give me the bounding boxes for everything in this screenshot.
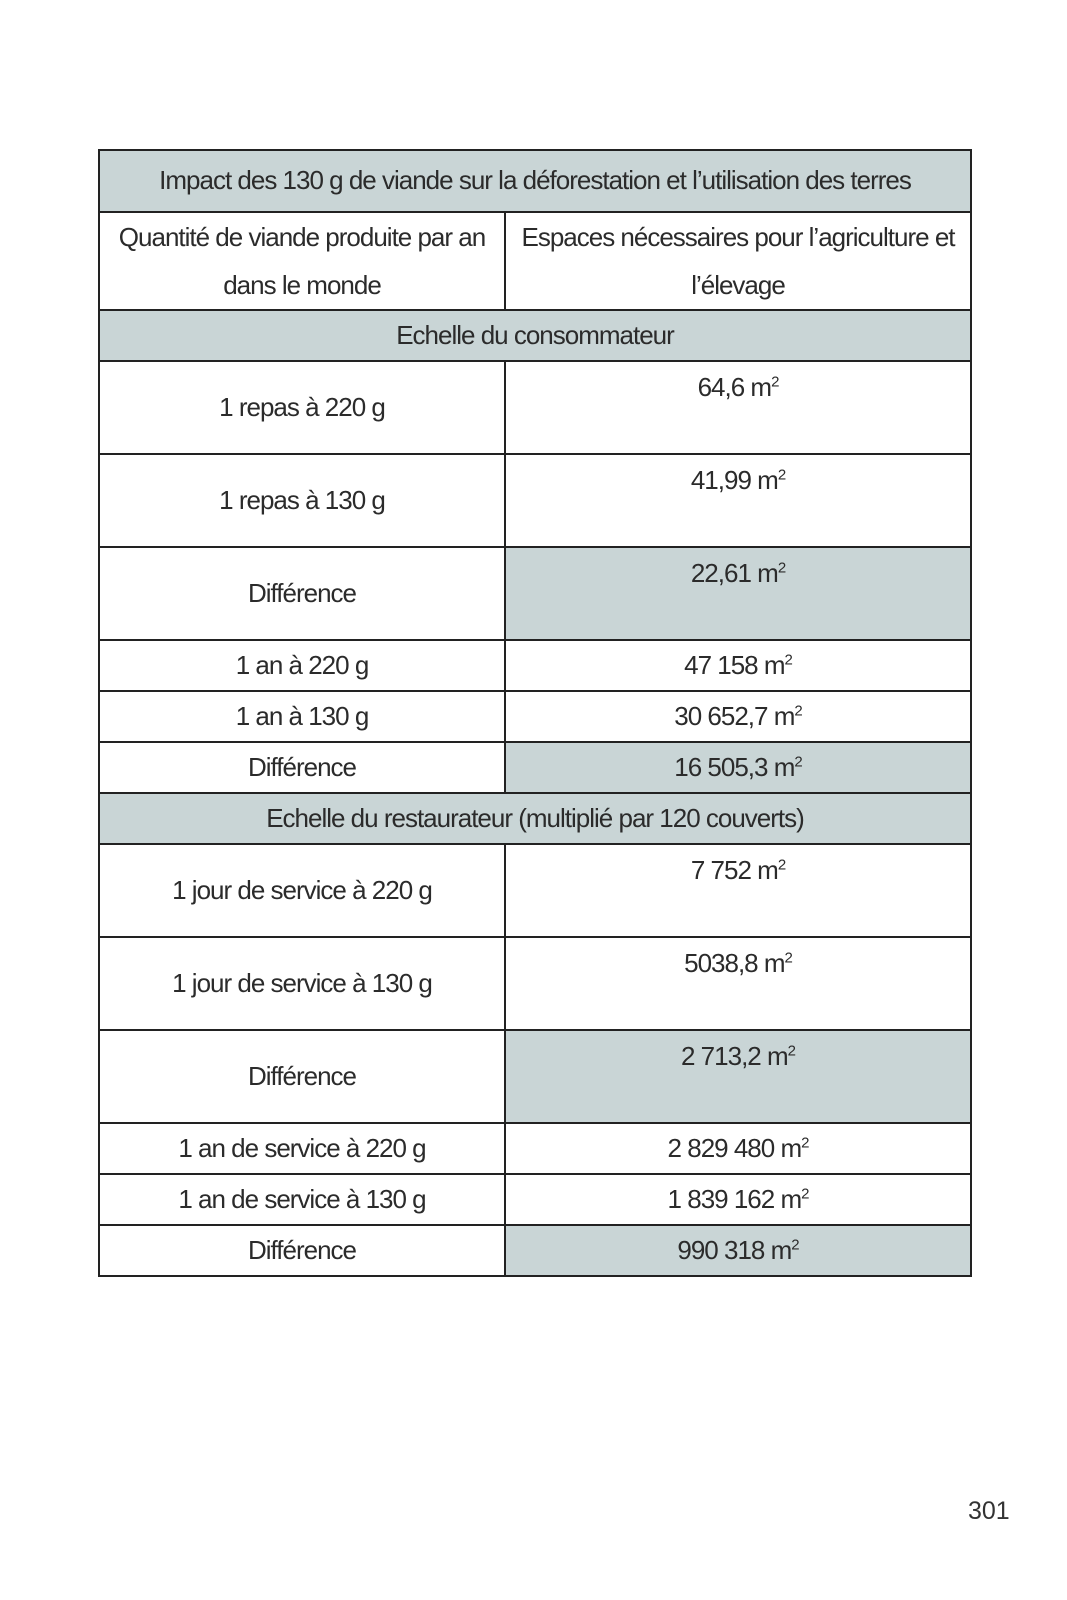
row-value: 22,61 $m^2$ [505,547,971,640]
page-number: 301 [968,1497,1010,1525]
row-label: Différence [99,742,505,793]
row-label: 1 an de service à 130 g [99,1174,505,1225]
row-label: 1 an à 130 g [99,691,505,742]
header-space: Espaces nécessaires pour l’agriculture et l’élevage [505,212,971,310]
table-row [99,844,971,937]
header-quantity: Quantité de viande produite par an dans le monde [99,212,505,310]
section-title-consumer: Echelle du consommateur [99,310,971,361]
row-value: 2 713,2 $m^2$ [505,1030,971,1123]
row-value: 64,6 $m^2$ [505,361,971,454]
row-label: 1 jour de service à 220 g [99,844,505,937]
row-value: 7 752 $m^2$ [505,844,971,937]
table-title-row [99,150,971,212]
row-label: 1 jour de service à 130 g [99,937,505,1030]
row-label: 1 repas à 220 g [99,361,505,454]
table-row [99,937,971,1030]
table-row-difference [99,742,971,793]
row-value: 5038,8 $m^2$ [505,937,971,1030]
table-header-row [99,212,971,310]
section-row-consumer [99,310,971,361]
table-row-difference [99,1225,971,1276]
row-label: Différence [99,1225,505,1276]
table-title: Impact des 130 g de viande sur la déforestation et l’utilisation des terres [99,150,971,212]
land-use-impact-table [98,149,972,1277]
row-value: 2 829 480 $m^2$ [505,1123,971,1174]
table-row [99,640,971,691]
row-label: 1 repas à 130 g [99,454,505,547]
table-row-difference [99,1030,971,1123]
row-value: 1 839 162 $m^2$ [505,1174,971,1225]
row-label: 1 an à 220 g [99,640,505,691]
table-row [99,361,971,454]
row-value: 47 158 $m^2$ [505,640,971,691]
row-label: Différence [99,1030,505,1123]
row-value: 16 505,3 $m^2$ [505,742,971,793]
table-row [99,1174,971,1225]
section-title-restaurant: Echelle du restaurateur (multiplié par 120 couverts) [99,793,971,844]
table-row [99,454,971,547]
row-value: 30 652,7 $m^2$ [505,691,971,742]
table-row [99,1123,971,1174]
row-label: 1 an de service à 220 g [99,1123,505,1174]
row-label: Différence [99,547,505,640]
row-value: 41,99 $m^2$ [505,454,971,547]
section-row-restaurant [99,793,971,844]
table-row [99,691,971,742]
table-row-difference [99,547,971,640]
row-value: 990 318 $m^2$ [505,1225,971,1276]
